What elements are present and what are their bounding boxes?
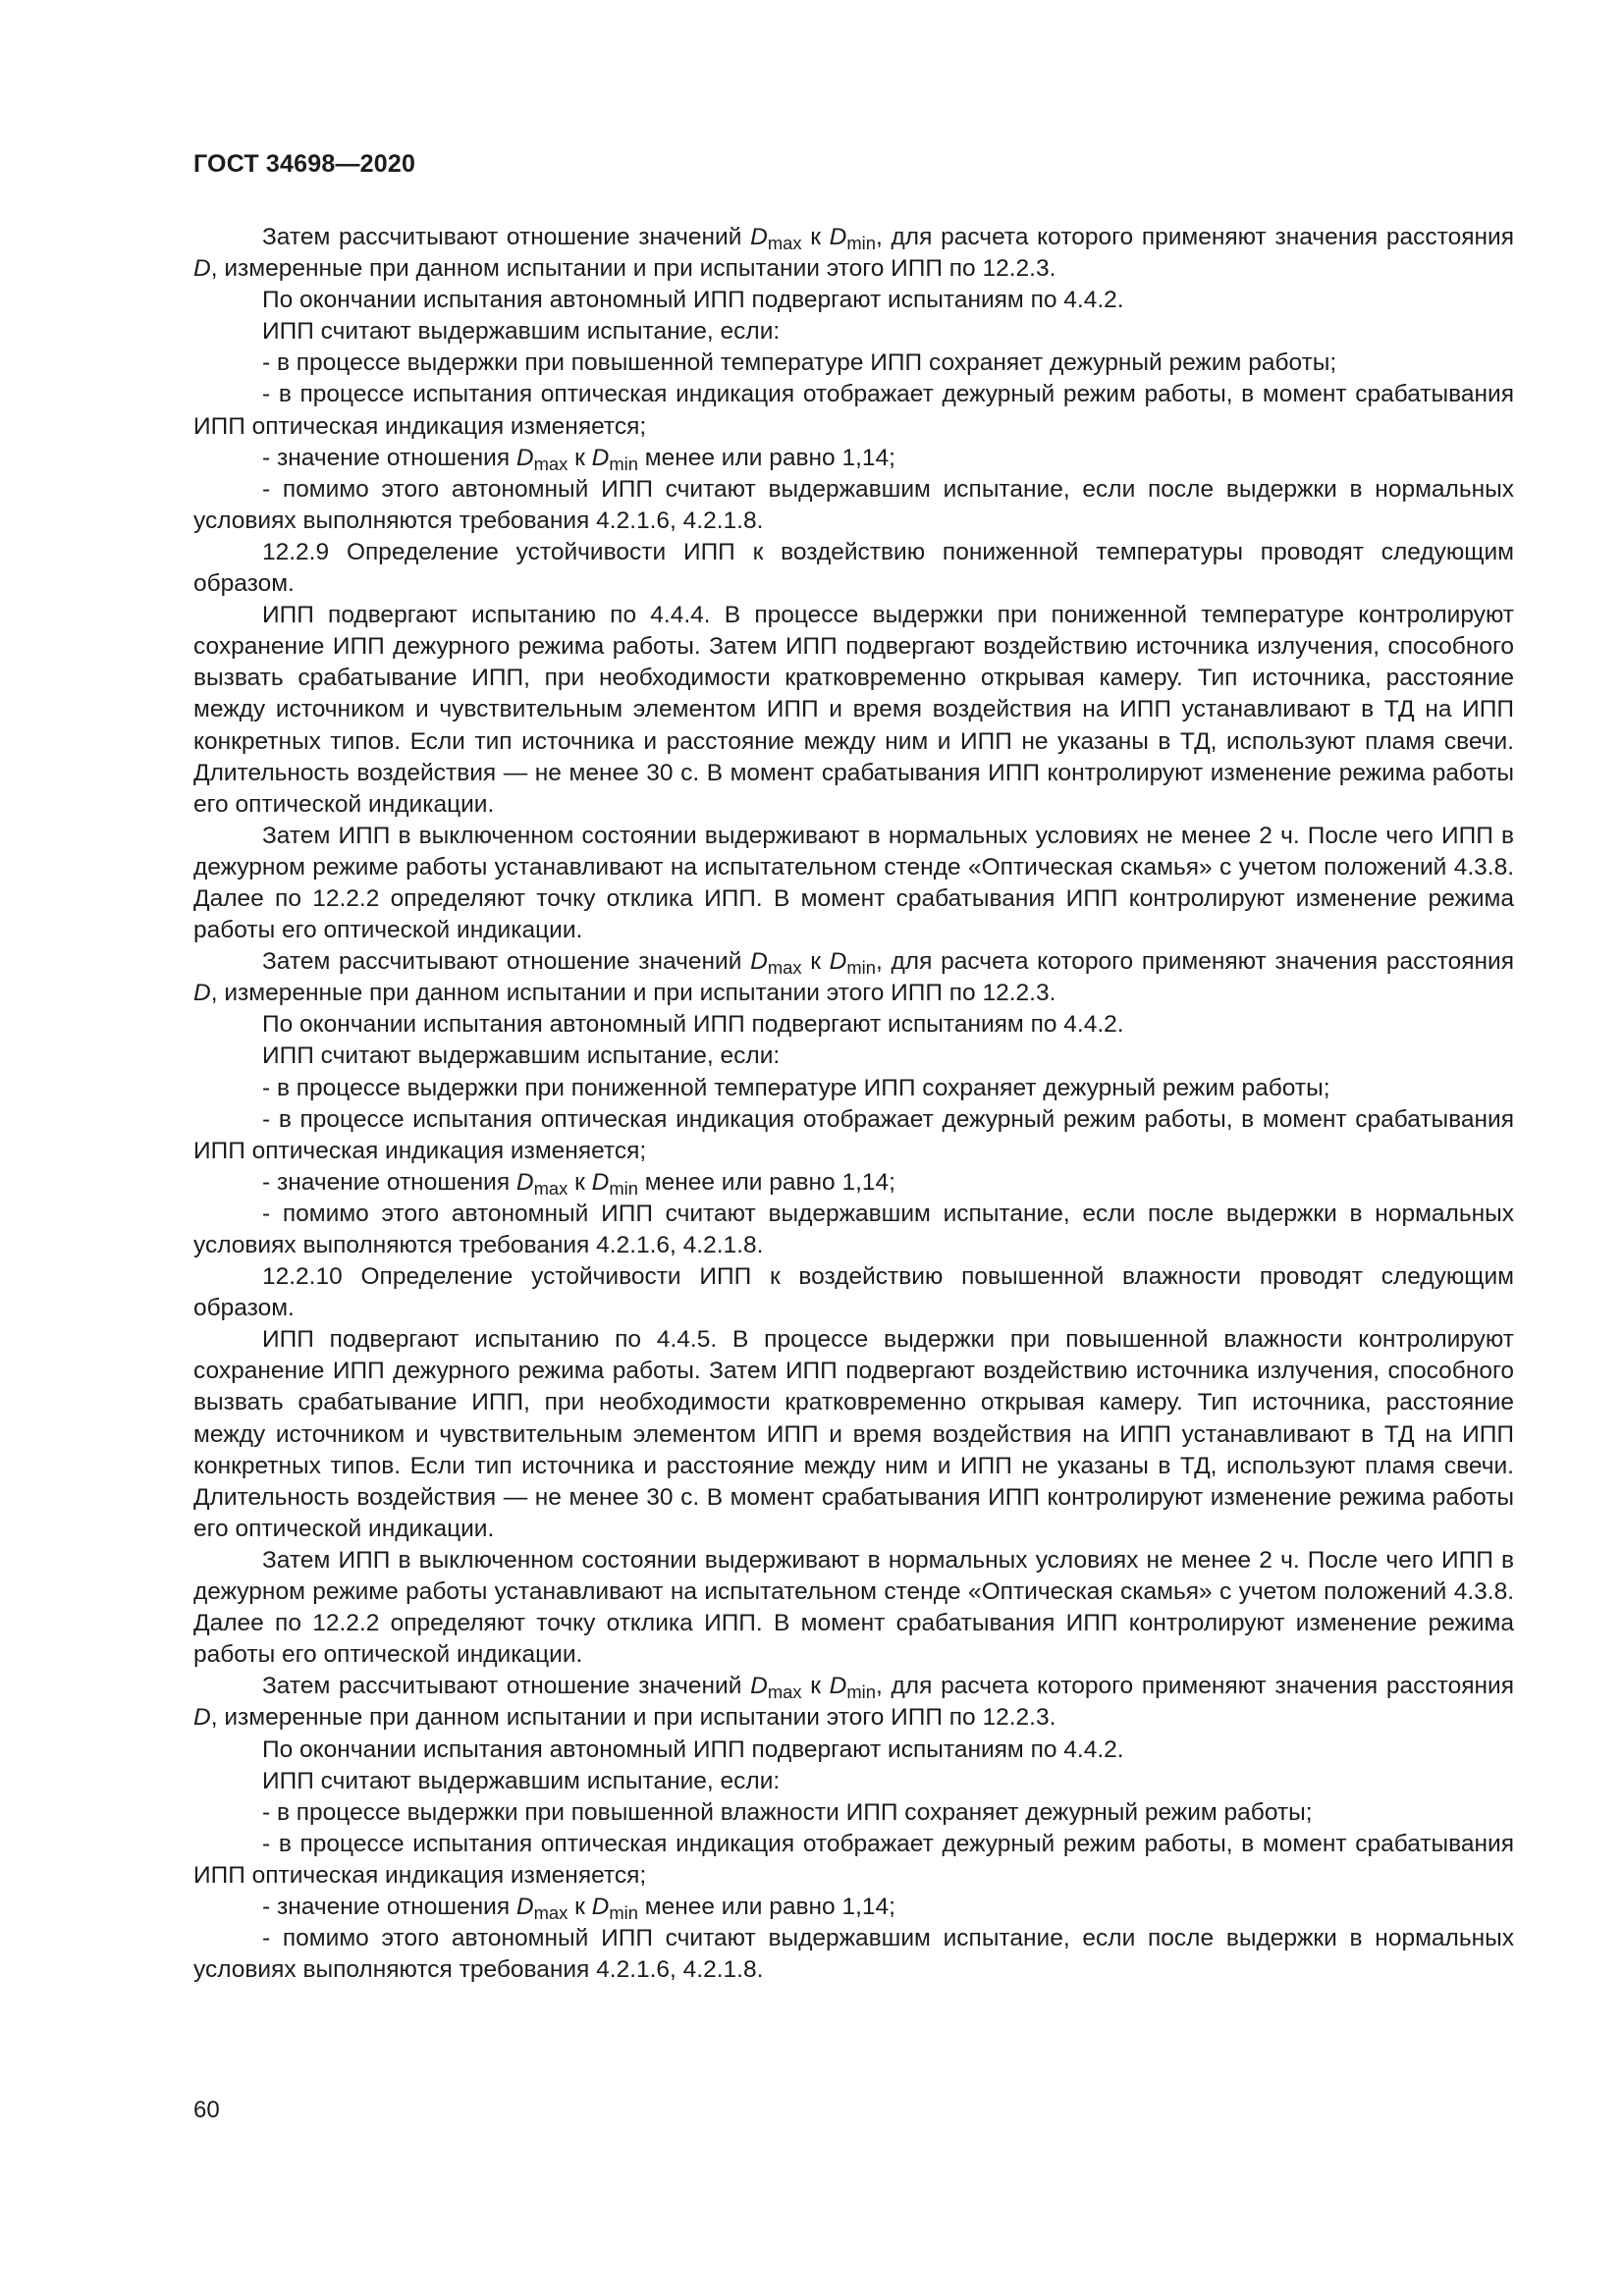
paragraph: - помимо этого автономный ИПП считают выдержавшим испытание, если после выдержки в нормальных условиях выполняются требования 4.2.1.6, 4.2.1.8. [193, 475, 1514, 534]
document-body [193, 222, 1514, 1986]
variable-d: D [750, 1673, 768, 1700]
paragraph: ИПП подвергают испытанию по 4.4.4. В процессе выдержки при пониженной температуре контролируют сохранение ИПП дежурного режима работы. Затем ИПП подвергают воздействию источника излучения, способного вызвать срабатывание ИПП, при необходимости кратковременно открывая камеру. Тип источника, расстояние между источником и чувствительным элементом ИПП и время воздействия на ИПП устанавливают в ТД на ИПП конкретных типов. Если тип источника и расстояние между ним и ИПП не указаны в ТД, используют пламя свечи. Длительность воздействия — не менее 30 с. В момент срабатывания ИПП контролируют изменение режима работы его оптической индикации. [193, 602, 1514, 818]
paragraph: - значение отношения $D_{max}$ к $D_{min}$ менее или равно 1,14; [262, 444, 895, 474]
paragraph: - в процессе испытания оптическая индикация отображает дежурный режим работы, в момент срабатывания ИПП оптическая индикация изменяется; [193, 1830, 1514, 1889]
variable-d: D [193, 255, 211, 283]
paragraph: Затем рассчитывают отношение значений $D_{max}$ к $D_{min}$, для расчета которого применяют значения расстояния D, измеренные при данном испытании и при испытании этого ИПП по 12.2.3. [193, 948, 1514, 1007]
paragraph: 12.2.10 Определение устойчивости ИПП к воздействию повышенной влажности проводят следующим образом. [193, 1263, 1514, 1322]
paragraph: - в процессе выдержки при пониженной температуре ИПП сохраняет дежурный режим работы; [262, 1074, 1330, 1101]
variable-d: D [750, 224, 768, 250]
variable-d: D [193, 980, 211, 1007]
paragraph: Затем рассчитывают отношение значений $D_{max}$ к $D_{min}$, для расчета которого применяют значения расстояния D, измеренные при данном испытании и при испытании этого ИПП по 12.2.3. [193, 224, 1514, 283]
paragraph: - значение отношения $D_{max}$ к $D_{min}$ менее или равно 1,14; [262, 1168, 895, 1199]
paragraph: - в процессе выдержки при повышенной температуре ИПП сохраняет дежурный режим работы; [262, 349, 1337, 377]
variable-d: D [515, 1893, 534, 1920]
subscript-max: max [533, 1177, 568, 1199]
paragraph: - в процессе испытания оптическая индикация отображает дежурный режим работы, в момент срабатывания ИПП оптическая индикация изменяется; [193, 381, 1514, 440]
paragraph: - в процессе испытания оптическая индикация отображает дежурный режим работы, в момент срабатывания ИПП оптическая индикация изменяется; [193, 1105, 1514, 1164]
variable-d: D [829, 948, 847, 976]
subscript-min: min [609, 1902, 638, 1924]
paragraph: По окончании испытания автономный ИПП подвергают испытаниям по 4.4.2. [262, 1735, 1124, 1763]
variable-d: D [591, 1893, 610, 1920]
subscript-min: min [609, 1177, 638, 1199]
variable-d: D [515, 444, 534, 471]
paragraph: - значение отношения $D_{max}$ к $D_{min}$ менее или равно 1,14; [262, 1893, 895, 1924]
variable-d: D [193, 1704, 211, 1732]
paragraph: ИПП считают выдержавшим испытание, если: [262, 1042, 781, 1070]
variable-d: D [591, 444, 610, 471]
paragraph: 12.2.9 Определение устойчивости ИПП к воздействию пониженной температуры проводят следующим образом. [193, 538, 1514, 598]
variable-d: D [750, 948, 768, 976]
variable-d: D [591, 1168, 610, 1196]
paragraph: По окончании испытания автономный ИПП подвергают испытаниям по 4.4.2. [262, 287, 1124, 314]
variable-d: D [829, 1673, 847, 1700]
subscript-max: max [767, 1682, 802, 1703]
subscript-max: max [533, 453, 568, 474]
subscript-max: max [767, 957, 802, 979]
subscript-min: min [846, 233, 876, 254]
paragraph: Затем ИПП в выключенном состоянии выдерживают в нормальных условиях не менее 2 ч. После чего ИПП в дежурном режиме работы устанавливают на испытательном стенде «Оптическая скамья» с учетом положений 4.3.8. Далее по 12.2.2 определяют точку отклика ИПП. В момент срабатывания ИПП контролируют изменение режима работы его оптической индикации. [193, 1546, 1514, 1669]
subscript-max: max [767, 233, 802, 254]
subscript-max: max [533, 1902, 568, 1924]
page-number: 60 [193, 2097, 220, 2123]
paragraph: ИПП считают выдержавшим испытание, если: [262, 1767, 781, 1794]
subscript-min: min [846, 1682, 876, 1703]
page-header: ГОСТ 34698—2020 [193, 150, 416, 178]
subscript-min: min [609, 453, 638, 474]
paragraph: - помимо этого автономный ИПП считают выдержавшим испытание, если после выдержки в нормальных условиях выполняются требования 4.2.1.6, 4.2.1.8. [193, 1925, 1514, 1984]
paragraph: Затем ИПП в выключенном состоянии выдерживают в нормальных условиях не менее 2 ч. После чего ИПП в дежурном режиме работы устанавливают на испытательном стенде «Оптическая скамья» с учетом положений 4.3.8. Далее по 12.2.2 определяют точку отклика ИПП. В момент срабатывания ИПП контролируют изменение режима работы его оптической индикации. [193, 822, 1514, 944]
subscript-min: min [846, 957, 876, 979]
paragraph: Затем рассчитывают отношение значений $D_{max}$ к $D_{min}$, для расчета которого применяют значения расстояния D, измеренные при данном испытании и при испытании этого ИПП по 12.2.3. [193, 1673, 1514, 1732]
paragraph: - помимо этого автономный ИПП считают выдержавшим испытание, если после выдержки в нормальных условиях выполняются требования 4.2.1.6, 4.2.1.8. [193, 1200, 1514, 1258]
variable-d: D [829, 224, 847, 250]
paragraph: По окончании испытания автономный ИПП подвергают испытаниям по 4.4.2. [262, 1011, 1124, 1039]
paragraph: ИПП считают выдержавшим испытание, если: [262, 318, 781, 346]
paragraph: ИПП подвергают испытанию по 4.4.5. В процессе выдержки при повышенной влажности контролируют сохранение ИПП дежурного режима работы. Затем ИПП подвергают воздействию источника излучения, способного вызвать срабатывание ИПП, при необходимости кратковременно открывая камеру. Тип источника, расстояние между источником и чувствительным элементом ИПП и время воздействия на ИПП устанавливают в ТД на ИПП конкретных типов. Если тип источника и расстояние между ним и ИПП не указаны в ТД, используют пламя свечи. Длительность воздействия — не менее 30 с. В момент срабатывания ИПП контролируют изменение режима работы его оптической индикации. [193, 1326, 1514, 1542]
variable-d: D [515, 1168, 534, 1196]
paragraph: - в процессе выдержки при повышенной влажности ИПП сохраняет дежурный режим работы; [262, 1798, 1313, 1826]
